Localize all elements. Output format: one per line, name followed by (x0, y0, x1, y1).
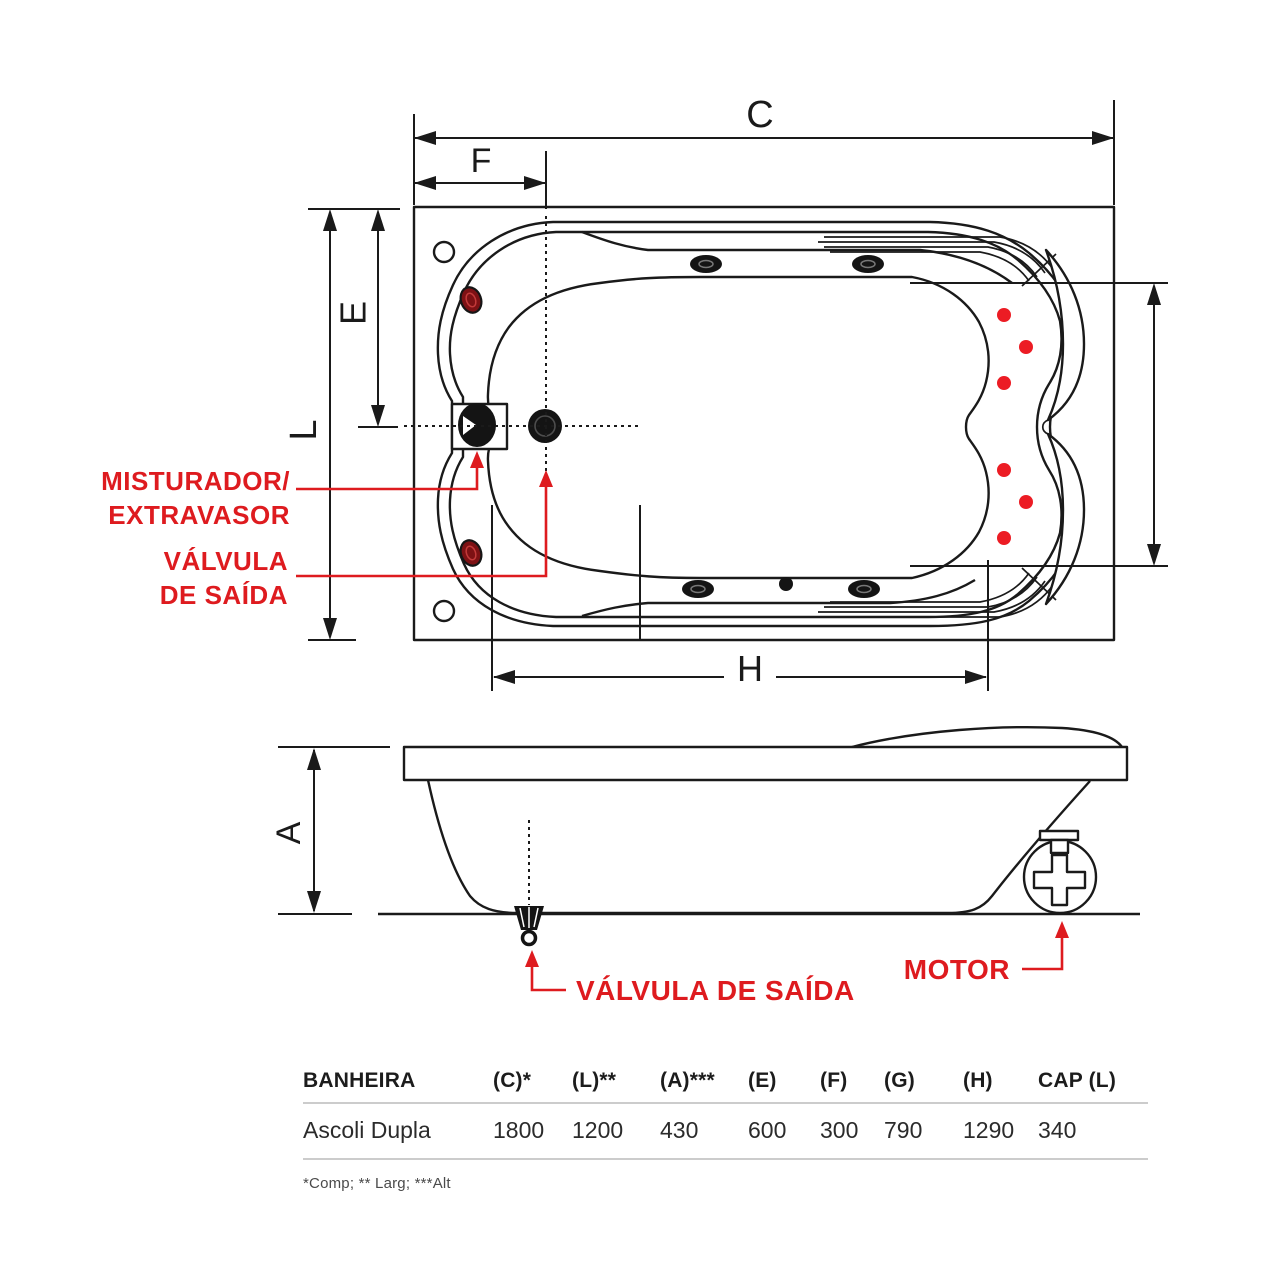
callout-valve-line1: VÁLVULA (163, 546, 288, 576)
drain-valve-side (514, 820, 544, 945)
dim-label-L: L (283, 419, 325, 441)
cell-model: Ascoli Dupla (303, 1103, 493, 1159)
table-row (303, 1103, 1148, 1159)
col-banheira: BANHEIRA (303, 1065, 493, 1103)
side-view (270, 727, 1140, 1006)
callout-mixer-line2: EXTRAVASOR (108, 500, 290, 530)
cell-l: 1200 (572, 1103, 660, 1159)
col-cap: CAP (L) (1038, 1065, 1148, 1103)
cell-cap: 340 (1038, 1103, 1148, 1159)
col-f: (F) (820, 1065, 884, 1103)
callout-motor: MOTOR (903, 954, 1010, 985)
col-c: (C)* (493, 1065, 572, 1103)
cell-h: 1290 (963, 1103, 1038, 1159)
col-a: (A)*** (660, 1065, 748, 1103)
tub-body-profile (428, 780, 1090, 913)
dim-label-A: A (270, 821, 308, 845)
cell-e: 600 (748, 1103, 820, 1159)
col-e: (E) (748, 1065, 820, 1103)
cell-f: 300 (820, 1103, 884, 1159)
callout-mixer-line1: MISTURADOR/ (101, 466, 290, 496)
col-h: (H) (963, 1065, 1038, 1103)
col-g: (G) (884, 1065, 963, 1103)
side-view-dimension-A (270, 747, 390, 913)
callout-motor-leader (1022, 933, 1062, 969)
dimensions-table (303, 1065, 1148, 1160)
side-view-callouts (525, 921, 1069, 1006)
col-l: (L)** (572, 1065, 660, 1103)
dim-label-H: H (737, 648, 763, 689)
callout-valve-line2: DE SAÍDA (159, 580, 288, 610)
deck-hole-top-left (434, 242, 454, 262)
deck-profile (404, 747, 1127, 780)
tub-basin-outline (488, 277, 989, 578)
cell-a: 430 (660, 1103, 748, 1159)
dim-label-C: C (746, 94, 774, 136)
deck-hole-bottom-left (434, 601, 454, 621)
cell-c: 1800 (493, 1103, 572, 1159)
cell-g: 790 (884, 1103, 963, 1159)
dim-label-F: F (470, 142, 492, 180)
dim-label-E: E (332, 300, 374, 326)
table-footnote: *Comp; ** Larg; ***Alt (303, 1175, 451, 1192)
table-header-row (303, 1065, 1148, 1103)
callout-valve-side: VÁLVULA DE SAÍDA (576, 975, 855, 1006)
headrest-profile (852, 727, 1122, 747)
spec-table (303, 1065, 1148, 1192)
